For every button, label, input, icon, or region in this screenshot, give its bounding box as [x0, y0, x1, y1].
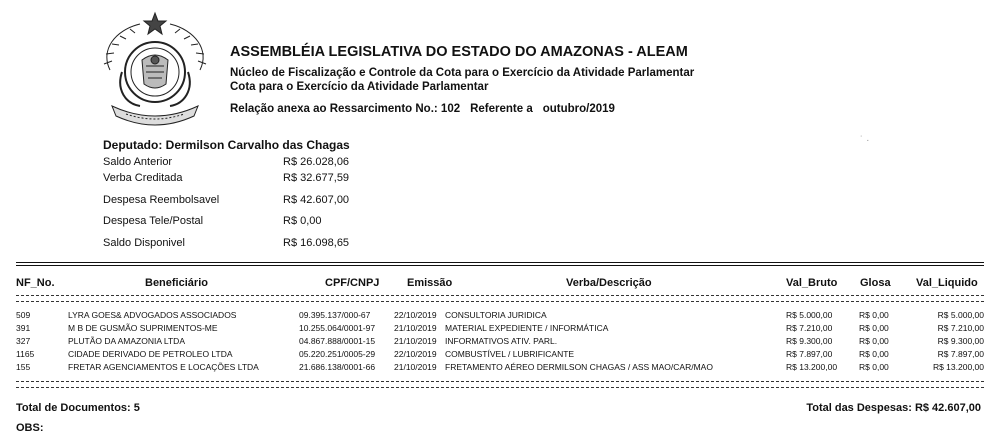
cell-emissao: 21/10/2019: [394, 362, 437, 372]
cell-verba: INFORMATIVOS ATIV. PARL.: [445, 336, 558, 346]
cell-beneficiario: FRETAR AGENCIAMENTOS E LOCAÇÕES LTDA: [68, 362, 259, 372]
cell-glosa: R$ 0,00: [859, 323, 889, 333]
cell-glosa: R$ 0,00: [859, 349, 889, 359]
cell-liquido: R$ 5.000,00: [937, 310, 984, 320]
cell-bruto: R$ 7.210,00: [786, 323, 833, 333]
cell-beneficiario: M B DE GUSMÃO SUPRIMENTOS-ME: [68, 323, 218, 333]
cell-glosa: R$ 0,00: [859, 310, 889, 320]
summary-value-despesa-tele-postal: R$ 0,00: [283, 215, 322, 227]
table-row: [16, 323, 984, 335]
cell-cpf: 05.220.251/0005-29: [299, 349, 376, 359]
cell-cpf: 21.686.138/0001-66: [299, 362, 376, 372]
cell-beneficiario: PLUTÃO DA AMAZONIA LTDA: [68, 336, 185, 346]
cell-cpf: 04.867.888/0001-15: [299, 336, 376, 346]
summary-value-saldo-disponivel: R$ 16.098,65: [283, 237, 350, 249]
cell-nf: 327: [16, 336, 31, 346]
cell-emissao: 21/10/2019: [394, 323, 437, 333]
table-row: [16, 362, 984, 374]
cell-bruto: R$ 7.897,00: [786, 349, 833, 359]
cell-liquido: R$ 13.200,00: [932, 362, 984, 372]
cell-verba: FRETAMENTO AÉREO DERMILSON CHAGAS / ASS MAO/CAR/MAO: [445, 362, 713, 372]
cell-emissao: 22/10/2019: [394, 349, 437, 359]
summary-label-despesa-reembolsavel: Despesa Reembolsavel: [103, 194, 220, 206]
cell-cpf: 09.395.137/000-67: [299, 310, 371, 320]
obs-label: OBS:: [16, 422, 44, 434]
cell-liquido: R$ 9.300,00: [937, 336, 984, 346]
cell-glosa: R$ 0,00: [859, 336, 889, 346]
cell-cpf: 10.255.064/0001-97: [299, 323, 376, 333]
cell-verba: CONSULTORIA JURIDICA: [445, 310, 547, 320]
table-top-rule-2: [16, 265, 984, 266]
cell-bruto: R$ 5.000,00: [786, 310, 833, 320]
referente-label: Referente a: [470, 103, 533, 115]
table-footer-separator: [16, 381, 984, 388]
cell-emissao: 21/10/2019: [394, 336, 437, 346]
total-documentos: Total de Documentos: 5: [16, 402, 140, 414]
col-header-liquido: Val_Liquido: [916, 277, 978, 289]
col-header-bruto: Val_Bruto: [786, 277, 838, 289]
col-header-emissao: Emissão: [407, 277, 453, 289]
document-subtitle-cota: Cota para o Exercício da Atividade Parlamentar: [230, 81, 489, 93]
summary-value-verba-creditada: R$ 32.677,59: [283, 172, 350, 184]
cell-bruto: R$ 13.200,00: [786, 362, 838, 372]
document-subtitle-nucleo: Núcleo de Fiscalização e Controle da Cota para o Exercício da Atividade Parlamentar: [230, 67, 695, 79]
cell-nf: 391: [16, 323, 31, 333]
table-row: [16, 349, 984, 361]
summary-label-saldo-anterior: Saldo Anterior: [103, 156, 173, 168]
col-header-verba: Verba/Descrição: [566, 277, 652, 289]
relacao-label: Relação anexa ao Ressarcimento No.: 102: [230, 103, 461, 115]
cell-beneficiario: LYRA GOES& ADVOGADOS ASSOCIADOS: [68, 310, 237, 320]
cell-glosa: R$ 0,00: [859, 362, 889, 372]
summary-label-verba-creditada: Verba Creditada: [103, 172, 183, 184]
cell-nf: 1165: [16, 349, 35, 359]
table-row: [16, 336, 984, 348]
summary-value-despesa-reembolsavel: R$ 42.607,00: [283, 194, 350, 206]
cell-liquido: R$ 7.897,00: [937, 349, 984, 359]
table-row: [16, 310, 984, 322]
total-despesas: Total das Despesas: R$ 42.607,00: [806, 402, 981, 414]
relacao-line: [230, 103, 615, 115]
cell-liquido: R$ 7.210,00: [937, 323, 984, 333]
summary-label-despesa-tele-postal: Despesa Tele/Postal: [103, 215, 204, 227]
col-header-cpf: CPF/CNPJ: [325, 277, 380, 289]
col-header-beneficiario: Beneficiário: [145, 277, 208, 289]
scan-speckle: ˙ ·: [860, 135, 870, 146]
summary-label-saldo-disponivel: Saldo Disponivel: [103, 237, 185, 249]
cell-verba: MATERIAL EXPEDIENTE / INFORMÁTICA: [445, 323, 609, 333]
cell-beneficiario: CIDADE DERIVADO DE PETROLEO LTDA: [68, 349, 233, 359]
deputado-heading: Deputado: Dermilson Carvalho das Chagas: [103, 138, 350, 152]
table-header-separator: [16, 295, 984, 302]
cell-emissao: 22/10/2019: [394, 310, 437, 320]
aleam-seal-icon: [90, 10, 220, 128]
table-top-rule: [16, 262, 984, 263]
summary-value-saldo-anterior: R$ 26.028,06: [283, 156, 350, 168]
cell-verba: COMBUSTÍVEL / LUBRIFICANTE: [445, 349, 575, 359]
col-header-glosa: Glosa: [860, 277, 891, 289]
col-header-nf: NF_No.: [16, 277, 55, 289]
document-title: ASSEMBLÉIA LEGISLATIVA DO ESTADO DO AMAZONAS - ALEAM: [230, 44, 688, 60]
cell-bruto: R$ 9.300,00: [786, 336, 833, 346]
cell-nf: 509: [16, 310, 31, 320]
cell-nf: 155: [16, 362, 31, 372]
referente-value: outubro/2019: [542, 103, 615, 115]
